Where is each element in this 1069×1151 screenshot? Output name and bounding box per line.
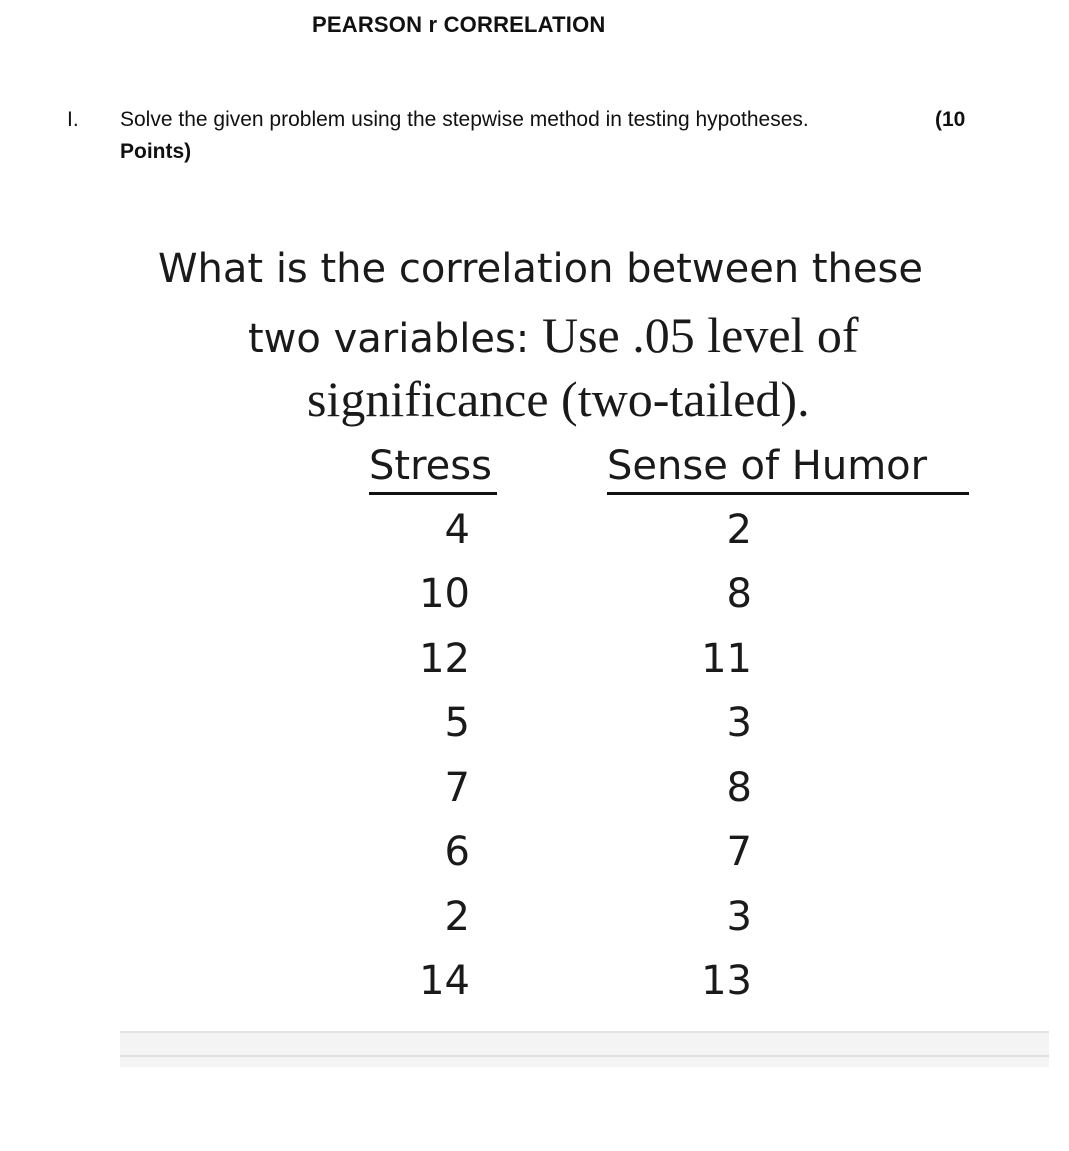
table-cell-humor: 8 — [726, 765, 752, 811]
table-cell-stress: 10 — [419, 571, 470, 617]
answer-area-divider — [120, 1031, 1049, 1067]
divider-line — [120, 1055, 1049, 1057]
table-cell-stress: 12 — [419, 636, 470, 682]
column-header-stress: Stress — [369, 441, 497, 495]
question-line-2 — [248, 306, 859, 364]
table-cell-humor: 3 — [726, 894, 752, 940]
table-cell-humor: 11 — [701, 636, 752, 682]
problem-instruction: Solve the given problem using the stepwise method in testing hypotheses. — [120, 108, 809, 131]
page-title: PEARSON r CORRELATION — [312, 12, 606, 37]
table-cell-stress: 4 — [444, 507, 470, 553]
column-header-sense-of-humor: Sense of Humor — [607, 441, 969, 495]
table-cell-humor: 7 — [726, 829, 752, 875]
table-cell-humor: 2 — [726, 507, 752, 553]
points-label-start: (10 — [935, 108, 966, 131]
problem-number: I. — [67, 108, 79, 131]
table-cell-stress: 6 — [444, 829, 470, 875]
table-cell-humor: 3 — [726, 700, 752, 746]
table-cell-humor: 8 — [726, 571, 752, 617]
question-line-3: significance (two-tailed). — [307, 371, 810, 427]
question-line-1: What is the correlation between these — [158, 246, 923, 292]
table-cell-stress: 14 — [419, 958, 470, 1004]
table-cell-stress: 7 — [444, 765, 470, 811]
table-cell-humor: 13 — [701, 958, 752, 1004]
points-label-end: Points) — [120, 140, 192, 163]
table-cell-stress: 2 — [444, 894, 470, 940]
question-line-2-part-2: Use .05 level of — [541, 307, 859, 363]
question-line-2-part-1: two variables: — [248, 316, 542, 362]
table-cell-stress: 5 — [444, 700, 470, 746]
